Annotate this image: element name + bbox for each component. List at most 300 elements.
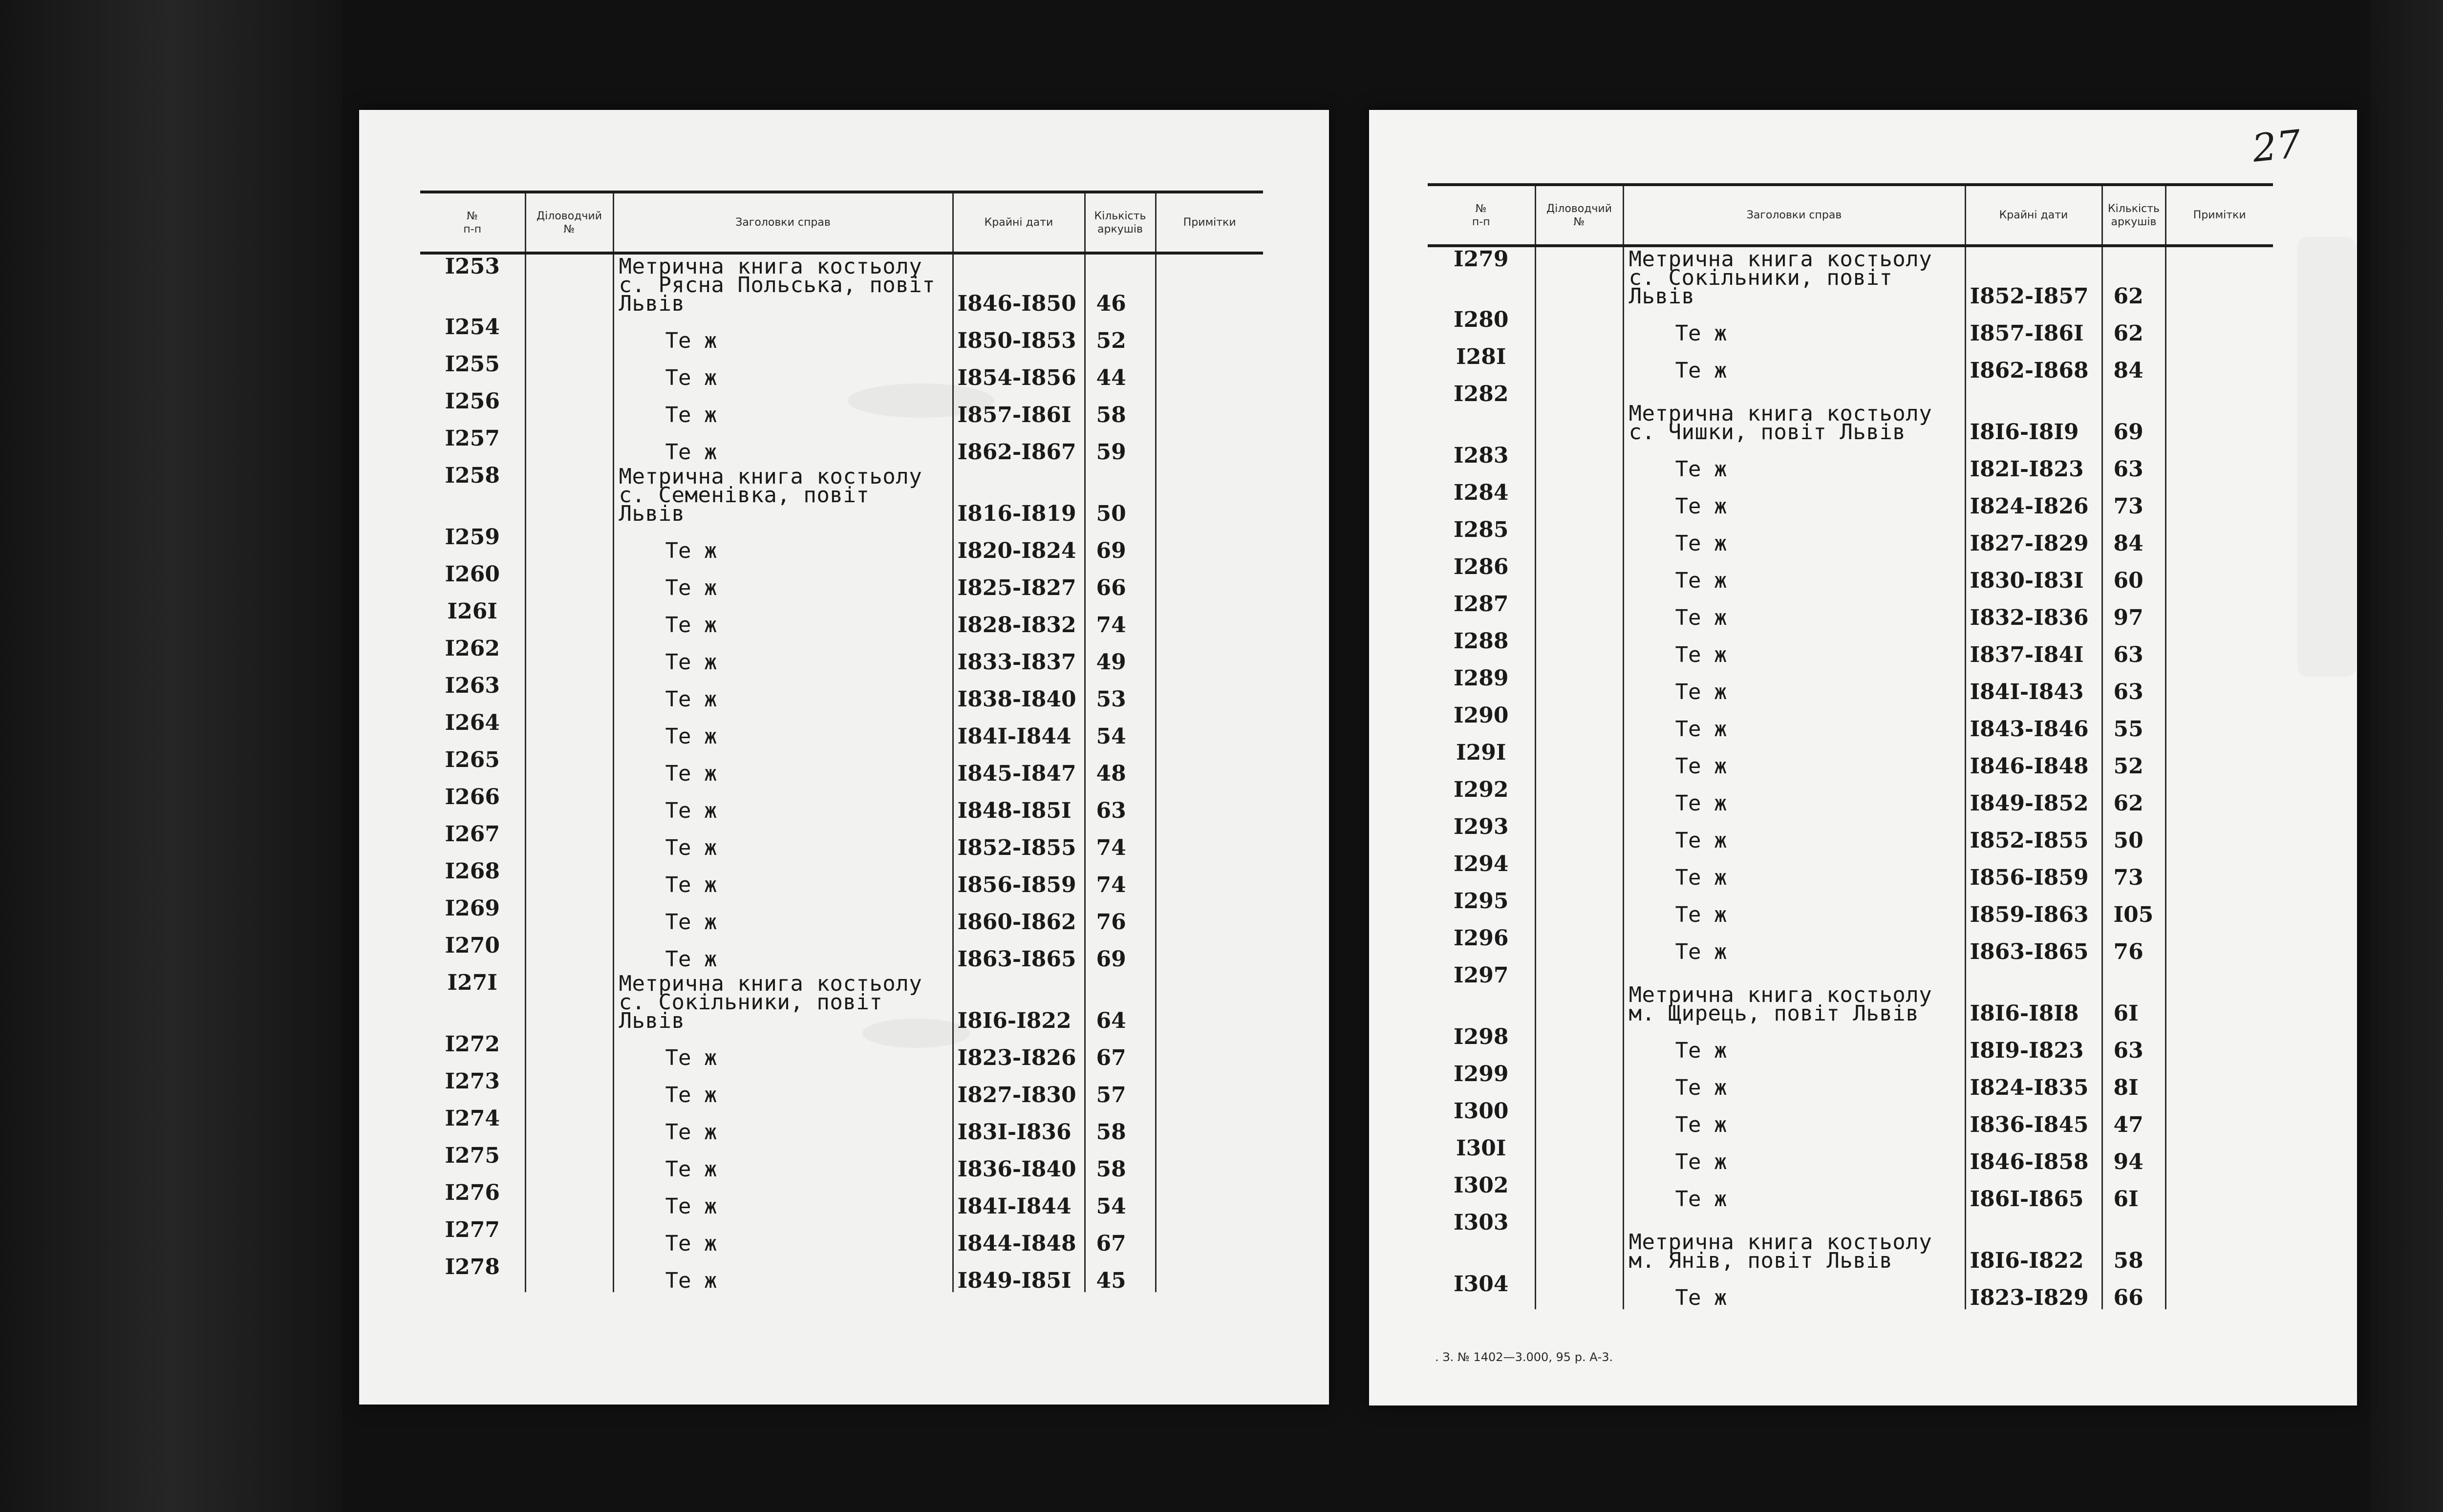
reference-number (1535, 1099, 1623, 1136)
record-title (613, 562, 953, 599)
record-number: I27I (447, 970, 497, 995)
record-title (1623, 382, 1965, 444)
reference-number (525, 464, 613, 525)
title-full: Метрична книга костьолу м. Щирець, повіт Львів (1629, 982, 1932, 1026)
record-number: I304 (1454, 1272, 1509, 1297)
record-number: I276 (445, 1180, 500, 1205)
date-range: I827-I830 (953, 1069, 1085, 1107)
reference-number (525, 934, 613, 971)
sheet-count: 84 (2102, 345, 2165, 382)
date-range: I846-I848 (1965, 741, 2102, 778)
record-number: I268 (445, 859, 500, 884)
date-range: I836-I845 (1965, 1099, 2102, 1136)
reference-number (525, 896, 613, 934)
table-row (420, 599, 1263, 637)
record-number: I286 (1454, 554, 1509, 579)
notes-cell (1156, 1032, 1263, 1069)
reference-number (525, 1144, 613, 1181)
reference-number (525, 637, 613, 674)
table-row (420, 748, 1263, 785)
reference-number (525, 562, 613, 599)
sheet-count: 62 (2102, 778, 2165, 815)
sheet-count: 67 (1085, 1218, 1156, 1255)
notes-cell (1156, 971, 1263, 1032)
date-range: I856-I859 (953, 859, 1085, 896)
record-number: I270 (445, 933, 500, 958)
reference-number (525, 859, 613, 896)
table-row (1428, 629, 2273, 666)
notes-cell (1156, 711, 1263, 748)
record-title (1623, 629, 1965, 666)
record-number: I293 (1454, 814, 1509, 839)
record-title (1623, 778, 1965, 815)
header-dates: Крайні дати (1965, 185, 2102, 246)
title-same-as-above: Те ж (1675, 828, 1727, 853)
date-range: I852-I855 (1965, 815, 2102, 852)
table-row (1428, 852, 2273, 889)
record-title (613, 464, 953, 525)
reference-number (525, 674, 613, 711)
header-num: № п-п (1428, 185, 1535, 246)
sheet-count: 6I (2102, 963, 2165, 1025)
title-same-as-above: Те ж (1675, 642, 1727, 667)
notes-cell (2165, 666, 2273, 703)
table-row (420, 896, 1263, 934)
record-title (1623, 889, 1965, 926)
sheet-count: 6I (2102, 1173, 2165, 1211)
table-row (1428, 1272, 2273, 1309)
table-row (420, 1069, 1263, 1107)
table-row (420, 562, 1263, 599)
table-row (1428, 444, 2273, 481)
record-number: I28I (1456, 344, 1506, 369)
table-row (1428, 481, 2273, 518)
record-title (1623, 963, 1965, 1025)
sheet-count: 69 (2102, 382, 2165, 444)
table-header (420, 192, 1263, 253)
record-number: I294 (1454, 852, 1509, 876)
sheet-count: 58 (1085, 1107, 1156, 1144)
record-number: I257 (445, 426, 500, 451)
title-same-as-above: Те ж (1675, 531, 1727, 556)
header-title: Заголовки справ (1623, 185, 1965, 246)
paper-smudge (2297, 237, 2356, 677)
table-header (1428, 185, 2273, 246)
left-ledger-body (420, 253, 1263, 1292)
record-title (613, 426, 953, 464)
notes-cell (2165, 1062, 2273, 1099)
reference-number (1535, 555, 1623, 592)
title-full: Метрична книга костьолу м. Янів, повіт Львів (1629, 1230, 1932, 1273)
record-title (613, 859, 953, 896)
table-row (420, 352, 1263, 389)
reference-number (525, 748, 613, 785)
title-same-as-above: Те ж (665, 440, 717, 465)
notes-cell (2165, 444, 2273, 481)
record-title (613, 389, 953, 426)
sheet-count: 73 (2102, 852, 2165, 889)
date-range: I857-I86I (953, 389, 1085, 426)
right-ledger-body (1428, 246, 2273, 1309)
date-range: I8I6-I8I9 (1965, 382, 2102, 444)
record-title (1623, 926, 1965, 963)
record-title (1623, 1211, 1965, 1272)
date-range: I838-I840 (953, 674, 1085, 711)
table-row (1428, 778, 2273, 815)
sheet-count: 45 (1085, 1255, 1156, 1292)
record-title (1623, 308, 1965, 345)
record-number: I264 (445, 710, 500, 735)
sheet-count: 63 (2102, 444, 2165, 481)
sheet-count: 47 (2102, 1099, 2165, 1136)
record-number: I292 (1454, 777, 1509, 802)
date-range: I849-I85I (953, 1255, 1085, 1292)
title-full: Метрична книга костьолу с. Сокільники, повіт Львів (1629, 247, 1932, 309)
notes-cell (2165, 1025, 2273, 1062)
date-range: I8I6-I822 (953, 971, 1085, 1032)
record-title (613, 711, 953, 748)
record-title (613, 637, 953, 674)
record-number: I288 (1454, 629, 1509, 654)
record-number: I259 (445, 525, 500, 550)
reference-number (525, 253, 613, 315)
record-number: I302 (1454, 1173, 1509, 1198)
record-title (613, 1032, 953, 1069)
table-row (1428, 518, 2273, 555)
sheet-count: 74 (1085, 599, 1156, 637)
record-number: I260 (445, 562, 500, 587)
table-row (1428, 666, 2273, 703)
table-row (1428, 741, 2273, 778)
notes-cell (1156, 859, 1263, 896)
date-range: I852-I855 (953, 822, 1085, 859)
title-same-as-above: Те ж (1675, 1187, 1727, 1212)
sheet-count: 69 (1085, 525, 1156, 562)
sheet-count: 62 (2102, 308, 2165, 345)
record-title (1623, 345, 1965, 382)
record-title (1623, 1136, 1965, 1173)
reference-number (1535, 246, 1623, 308)
title-full: Метрична книга костьолу с. Чишки, повіт Львів (1629, 401, 1932, 445)
sheet-count: 76 (1085, 896, 1156, 934)
title-same-as-above: Те ж (1675, 865, 1727, 890)
date-range: I852-I857 (1965, 246, 2102, 308)
notes-cell (1156, 1255, 1263, 1292)
reference-number (525, 785, 613, 822)
date-range: I837-I84I (1965, 629, 2102, 666)
notes-cell (2165, 1211, 2273, 1272)
sheet-count: 52 (2102, 741, 2165, 778)
header-ref: Діловодчий № (1535, 185, 1623, 246)
record-number: I262 (445, 636, 500, 661)
table-row (1428, 1062, 2273, 1099)
header-title: Заголовки справ (613, 192, 953, 253)
record-title (1623, 592, 1965, 629)
record-number: I285 (1454, 517, 1509, 542)
record-number: I296 (1454, 926, 1509, 951)
date-range: I825-I827 (953, 562, 1085, 599)
title-same-as-above: Те ж (665, 1083, 717, 1107)
title-same-as-above: Те ж (665, 687, 717, 712)
table-row (420, 426, 1263, 464)
sheet-count: 44 (1085, 352, 1156, 389)
reference-number (525, 1107, 613, 1144)
table-row (420, 464, 1263, 525)
title-same-as-above: Те ж (665, 328, 717, 353)
title-same-as-above: Те ж (665, 910, 717, 935)
date-range: I849-I852 (1965, 778, 2102, 815)
reference-number (525, 1218, 613, 1255)
notes-cell (2165, 1173, 2273, 1211)
table-row (420, 525, 1263, 562)
date-range: I8I6-I822 (1965, 1211, 2102, 1272)
sheet-count: 58 (1085, 389, 1156, 426)
record-title (613, 599, 953, 637)
sheet-count: 58 (1085, 1144, 1156, 1181)
table-row (420, 822, 1263, 859)
table-row (420, 389, 1263, 426)
reference-number (525, 599, 613, 637)
reference-number (1535, 308, 1623, 345)
date-range: I862-I867 (953, 426, 1085, 464)
reference-number (1535, 629, 1623, 666)
reference-number (525, 426, 613, 464)
sheet-count: 63 (1085, 785, 1156, 822)
table-row (420, 785, 1263, 822)
notes-cell (2165, 1099, 2273, 1136)
record-number: I299 (1454, 1062, 1509, 1086)
header-sheets: Кількість аркушів (1085, 192, 1156, 253)
sheet-count: 57 (1085, 1069, 1156, 1107)
notes-cell (2165, 308, 2273, 345)
title-same-as-above: Те ж (665, 575, 717, 600)
notes-cell (2165, 815, 2273, 852)
record-title (613, 748, 953, 785)
header-ref: Діловодчий № (525, 192, 613, 253)
sheet-count: 64 (1085, 971, 1156, 1032)
right-ledger-table (1428, 183, 2273, 1309)
notes-cell (1156, 1069, 1263, 1107)
notes-cell (2165, 246, 2273, 308)
notes-cell (1156, 785, 1263, 822)
title-same-as-above: Те ж (1675, 1150, 1727, 1174)
sheet-count: 63 (2102, 1025, 2165, 1062)
title-same-as-above: Те ж (665, 947, 717, 972)
notes-cell (2165, 382, 2273, 444)
record-title (1623, 852, 1965, 889)
reference-number (525, 1069, 613, 1107)
record-title (613, 1181, 953, 1218)
date-range: I846-I850 (953, 253, 1085, 315)
record-title (613, 315, 953, 352)
record-title (1623, 555, 1965, 592)
notes-cell (1156, 1218, 1263, 1255)
reference-number (525, 1032, 613, 1069)
notes-cell (2165, 703, 2273, 741)
notes-cell (2165, 481, 2273, 518)
record-title (1623, 1173, 1965, 1211)
record-number: I269 (445, 896, 500, 921)
notes-cell (1156, 822, 1263, 859)
date-range: I846-I858 (1965, 1136, 2102, 1173)
left-page (359, 110, 1329, 1405)
table-row (420, 637, 1263, 674)
notes-cell (1156, 525, 1263, 562)
reference-number (1535, 926, 1623, 963)
date-range: I823-I826 (953, 1032, 1085, 1069)
reference-number (1535, 1062, 1623, 1099)
table-row (420, 1255, 1263, 1292)
table-row (1428, 963, 2273, 1025)
title-same-as-above: Те ж (665, 835, 717, 860)
film-background-left (0, 0, 342, 1512)
record-number: I284 (1454, 480, 1509, 505)
record-title (613, 822, 953, 859)
reference-number (525, 352, 613, 389)
sheet-count: I05 (2102, 889, 2165, 926)
record-title (613, 896, 953, 934)
title-same-as-above: Те ж (665, 538, 717, 563)
record-title (1623, 481, 1965, 518)
title-same-as-above: Те ж (1675, 1075, 1727, 1100)
right-page (1369, 110, 2357, 1406)
notes-cell (1156, 1144, 1263, 1181)
record-number: I29I (1456, 740, 1506, 765)
record-title (1623, 666, 1965, 703)
title-same-as-above: Те ж (1675, 791, 1727, 816)
header-num: № п-п (420, 192, 525, 253)
notes-cell (1156, 464, 1263, 525)
title-same-as-above: Те ж (1675, 494, 1727, 519)
title-same-as-above: Те ж (1675, 717, 1727, 742)
date-range: I857-I86I (1965, 308, 2102, 345)
reference-number (1535, 481, 1623, 518)
record-number: I258 (445, 463, 500, 488)
date-range: I859-I863 (1965, 889, 2102, 926)
sheet-count: 8I (2102, 1062, 2165, 1099)
notes-cell (2165, 963, 2273, 1025)
record-title (613, 971, 953, 1032)
title-same-as-above: Те ж (1675, 754, 1727, 779)
reference-number (525, 315, 613, 352)
record-number: I263 (445, 673, 500, 698)
title-same-as-above: Те ж (1675, 321, 1727, 346)
sheet-count: 50 (1085, 464, 1156, 525)
record-number: I273 (445, 1069, 500, 1094)
record-number: I275 (445, 1143, 500, 1168)
table-row (1428, 345, 2273, 382)
sheet-count: 97 (2102, 592, 2165, 629)
record-number: I278 (445, 1255, 500, 1279)
record-title (1623, 1062, 1965, 1099)
record-title (613, 1069, 953, 1107)
table-row (1428, 308, 2273, 345)
date-range: I816-I819 (953, 464, 1085, 525)
record-title (1623, 741, 1965, 778)
table-row (420, 1144, 1263, 1181)
reference-number (1535, 444, 1623, 481)
sheet-count: 66 (2102, 1272, 2165, 1309)
notes-cell (2165, 1136, 2273, 1173)
record-number: I274 (445, 1106, 500, 1131)
record-number: I289 (1454, 666, 1509, 691)
reference-number (1535, 852, 1623, 889)
notes-cell (1156, 426, 1263, 464)
notes-cell (2165, 741, 2273, 778)
title-same-as-above: Те ж (665, 761, 717, 786)
table-row (420, 934, 1263, 971)
record-title (613, 525, 953, 562)
page-number-stamp: 27 (2250, 122, 2303, 171)
title-same-as-above: Те ж (1675, 1112, 1727, 1137)
record-number: I287 (1454, 592, 1509, 617)
reference-number (525, 971, 613, 1032)
reference-number (1535, 815, 1623, 852)
title-same-as-above: Те ж (1675, 1285, 1727, 1310)
record-number: I253 (445, 254, 500, 279)
date-range: I844-I848 (953, 1218, 1085, 1255)
date-range: I828-I832 (953, 599, 1085, 637)
notes-cell (2165, 555, 2273, 592)
record-title (613, 1255, 953, 1292)
reference-number (1535, 592, 1623, 629)
notes-cell (1156, 562, 1263, 599)
title-same-as-above: Те ж (665, 1157, 717, 1182)
record-number: I265 (445, 747, 500, 772)
record-title (1623, 1272, 1965, 1309)
record-number: I303 (1454, 1210, 1509, 1235)
record-number: I279 (1454, 247, 1509, 272)
table-row (1428, 382, 2273, 444)
reference-number (1535, 382, 1623, 444)
date-range: I860-I862 (953, 896, 1085, 934)
sheet-count: 74 (1085, 859, 1156, 896)
title-same-as-above: Те ж (665, 798, 717, 823)
notes-cell (1156, 637, 1263, 674)
notes-cell (2165, 592, 2273, 629)
header-sheets: Кількість аркушів (2102, 185, 2165, 246)
date-range: I84I-I843 (1965, 666, 2102, 703)
table-row (420, 1107, 1263, 1144)
reference-number (1535, 1272, 1623, 1309)
reference-number (525, 1181, 613, 1218)
notes-cell (1156, 748, 1263, 785)
title-same-as-above: Те ж (665, 1194, 717, 1219)
title-same-as-above: Те ж (665, 613, 717, 638)
date-range: I827-I829 (1965, 518, 2102, 555)
notes-cell (1156, 352, 1263, 389)
title-full: Метрична книга костьолу с. Сокільники, повіт Львів (619, 971, 922, 1033)
table-row (420, 253, 1263, 315)
title-same-as-above: Те ж (1675, 902, 1727, 927)
table-row (1428, 1136, 2273, 1173)
title-full: Метрична книга костьолу с. Рясна Польська, повіт Львів (619, 254, 936, 316)
sheet-count: 63 (2102, 629, 2165, 666)
table-row (420, 711, 1263, 748)
sheet-count: 67 (1085, 1032, 1156, 1069)
reference-number (1535, 1025, 1623, 1062)
date-range: I832-I836 (1965, 592, 2102, 629)
date-range: I86I-I865 (1965, 1173, 2102, 1211)
notes-cell (1156, 389, 1263, 426)
title-same-as-above: Те ж (1675, 457, 1727, 482)
record-number: I272 (445, 1032, 500, 1057)
table-row (1428, 703, 2273, 741)
reference-number (1535, 741, 1623, 778)
sheet-count: 55 (2102, 703, 2165, 741)
date-range: I863-I865 (953, 934, 1085, 971)
record-number: I295 (1454, 889, 1509, 914)
